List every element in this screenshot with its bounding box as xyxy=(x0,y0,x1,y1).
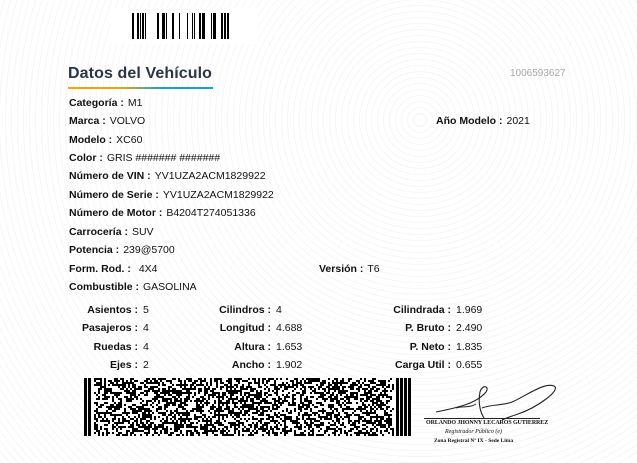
spec-label: Ejes : xyxy=(109,359,138,371)
row-ano-modelo xyxy=(436,115,530,127)
spec-label: Ancho : xyxy=(231,359,271,371)
document-number: 1006593627 xyxy=(510,68,566,79)
spec-asientos xyxy=(66,304,149,316)
spec-ancho xyxy=(196,359,302,371)
row-potencia xyxy=(69,244,175,256)
spec-value: 1.902 xyxy=(276,359,303,371)
signer-zone: Zona Registral Nº IX - Sede Lima xyxy=(434,438,514,444)
field-value: T6 xyxy=(367,263,380,275)
spec-ejes xyxy=(66,359,149,371)
spec-p-bruto xyxy=(370,322,482,334)
row-version xyxy=(319,263,380,275)
spec-value: 4 xyxy=(276,304,282,316)
spec-label: P. Bruto : xyxy=(405,322,451,334)
field-label: Color : xyxy=(69,152,103,164)
spec-ruedas xyxy=(66,341,149,353)
spec-value: 2 xyxy=(143,359,149,371)
field-label: Número de Serie : xyxy=(69,189,159,201)
spec-p-neto xyxy=(370,341,482,353)
top-barcode xyxy=(110,8,258,44)
field-label: Combustible : xyxy=(69,281,139,293)
spec-value: 0.655 xyxy=(456,359,483,371)
field-label: Número de VIN : xyxy=(69,170,151,182)
field-label: Versión : xyxy=(319,263,364,275)
field-value: 4X4 xyxy=(138,263,158,275)
field-label: Potencia : xyxy=(69,244,120,256)
spec-longitud xyxy=(196,322,302,334)
spec-label: Cilindros : xyxy=(219,304,271,316)
row-carroceria xyxy=(69,226,154,238)
field-value: XC60 xyxy=(116,134,143,146)
spec-label: Asientos : xyxy=(87,304,138,316)
row-marca xyxy=(69,115,145,127)
spec-label: P. Neto : xyxy=(409,341,451,353)
field-value: GRIS ####### ####### xyxy=(106,152,221,164)
row-vin xyxy=(69,170,266,182)
pdf417-barcode xyxy=(84,378,412,436)
spec-pasajeros xyxy=(66,322,149,334)
field-value: 2021 xyxy=(506,115,530,127)
field-label: Año Modelo : xyxy=(436,115,503,127)
field-value: SUV xyxy=(131,226,154,238)
spec-label: Longitud : xyxy=(219,322,271,334)
spec-value: 4 xyxy=(143,322,149,334)
signature-line xyxy=(424,418,540,419)
spec-value: 4 xyxy=(143,341,149,353)
spec-cilindrada xyxy=(370,304,482,316)
row-form-rod xyxy=(69,263,158,275)
signer-role: Registrador Público (e) xyxy=(445,429,502,435)
spec-label: Carga Util : xyxy=(394,359,451,371)
field-value: GASOLINA xyxy=(143,281,197,293)
spec-value: 1.653 xyxy=(276,341,303,353)
field-value: M1 xyxy=(127,97,143,109)
spec-label: Altura : xyxy=(234,341,271,353)
field-label: Número de Motor : xyxy=(69,207,163,219)
field-value: B4204T274051336 xyxy=(166,207,256,219)
heading-underline xyxy=(68,87,213,89)
spec-label: Pasajeros : xyxy=(81,322,138,334)
spec-value: 2.490 xyxy=(456,322,483,334)
row-color xyxy=(69,152,220,164)
spec-cilindros xyxy=(196,304,282,316)
spec-label: Cilindrada : xyxy=(393,304,451,316)
row-categoria xyxy=(69,97,142,109)
field-label: Categoría : xyxy=(69,97,124,109)
field-value: 239@5700 xyxy=(123,244,175,256)
field-value: VOLVO xyxy=(109,115,146,127)
spec-altura xyxy=(196,341,302,353)
field-value: YV1UZA2ACM1829922 xyxy=(162,189,274,201)
spec-value: 5 xyxy=(143,304,149,316)
field-label: Form. Rod. : xyxy=(69,263,131,275)
row-serie xyxy=(69,189,274,201)
spec-carga-util xyxy=(370,359,482,371)
field-label: Carrocería : xyxy=(69,226,128,238)
row-combustible xyxy=(69,281,197,293)
field-label: Modelo : xyxy=(69,134,113,146)
section-heading: Datos del Vehículo xyxy=(68,65,213,82)
signer-name: ORLANDO JHONNY LECAROS GUTIERREZ xyxy=(426,420,549,426)
spec-value: 1.969 xyxy=(456,304,483,316)
row-motor xyxy=(69,207,256,219)
spec-value: 4.688 xyxy=(276,322,303,334)
spec-label: Ruedas : xyxy=(93,341,138,353)
row-modelo xyxy=(69,134,142,146)
spec-value: 1.835 xyxy=(456,341,483,353)
field-label: Marca : xyxy=(69,115,106,127)
field-value: YV1UZA2ACM1829922 xyxy=(154,170,266,182)
